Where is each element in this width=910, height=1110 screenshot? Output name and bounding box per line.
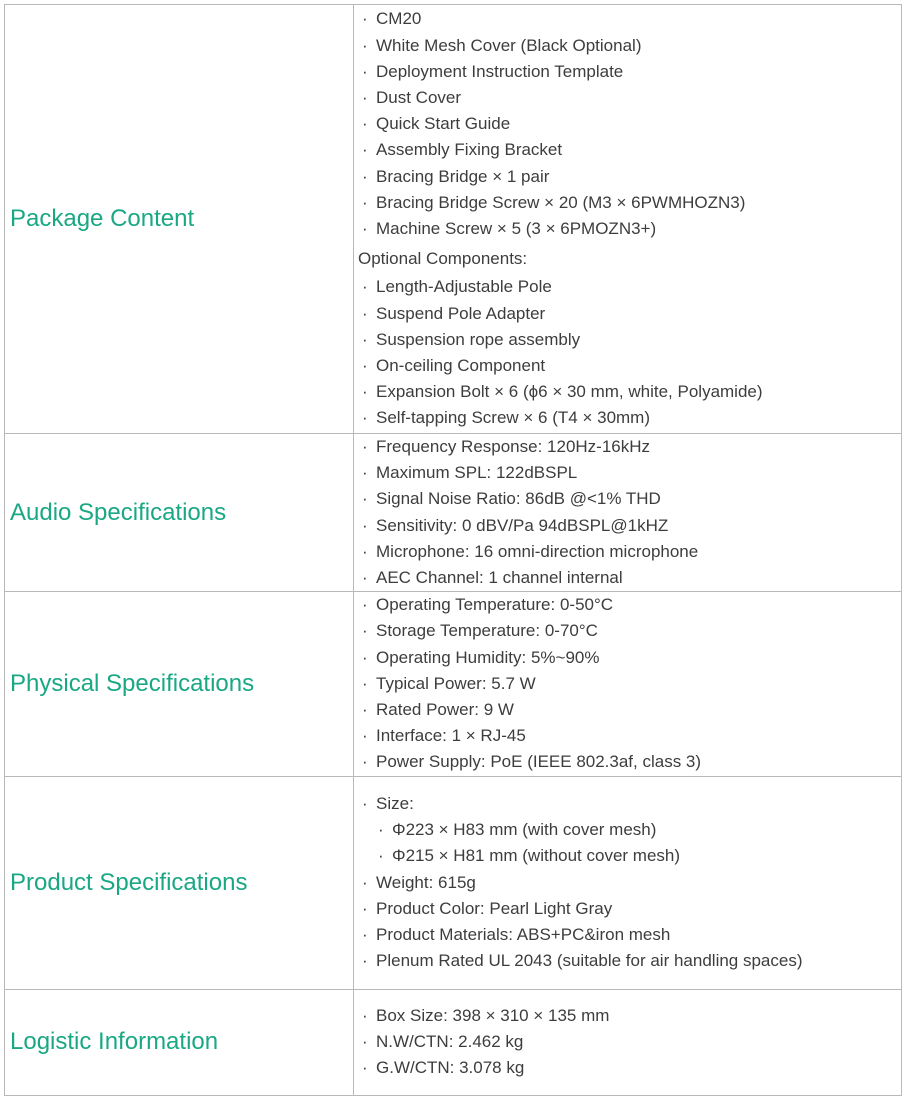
section-title-physical: Physical Specifications [5, 592, 354, 776]
row-product-specifications [5, 776, 902, 989]
list-item: · Length-Adjustable Pole [362, 277, 552, 297]
audio-items-cell [354, 434, 902, 592]
list-item: · N.W/CTN: 2.462 kg [362, 1032, 524, 1052]
row-audio-specifications [5, 434, 902, 592]
list-item: · Operating Temperature: 0-50°C [362, 595, 614, 615]
list-item: · Microphone: 16 omni-direction microphone [362, 541, 699, 561]
row-physical-specifications [5, 592, 902, 776]
list-item: · Interface: 1 × RJ-45 [362, 726, 526, 746]
list-item: · Typical Power: 5.7 W [362, 673, 536, 693]
section-title-product: Product Specifications [5, 776, 354, 989]
section-title-audio: Audio Specifications [5, 434, 354, 592]
list-item: · Self-tapping Screw × 6 (T4 × 30mm) [362, 408, 651, 428]
list-item: · Assembly Fixing Bracket [362, 140, 563, 160]
list-item: · Power Supply: PoE (IEEE 802.3af, class 3) [362, 752, 702, 772]
sub-list-item: · Φ223 × H83 mm (with cover mesh) [378, 820, 657, 840]
list-item: · AEC Channel: 1 channel internal [362, 568, 623, 588]
list-item: · Deployment Instruction Template [362, 61, 624, 81]
list-item: · Product Materials: ABS+PC&iron mesh [362, 924, 671, 944]
row-logistic-information [5, 989, 902, 1095]
list-item: · Plenum Rated UL 2043 (suitable for air handling spaces) [362, 951, 803, 971]
row-package-content [5, 5, 902, 434]
list-item: · White Mesh Cover (Black Optional) [362, 35, 642, 55]
sub-list-item: · Φ215 × H81 mm (without cover mesh) [378, 846, 681, 866]
list-item: · Rated Power: 9 W [362, 700, 514, 720]
list-item: · Suspension rope assembly [362, 329, 581, 349]
list-item: · Storage Temperature: 0-70°C [362, 621, 598, 641]
spec-table [4, 4, 902, 1096]
list-item: · Machine Screw × 5 (3 × 6PMOZN3+) [362, 219, 657, 239]
list-item: · Box Size: 398 × 310 × 135 mm [362, 1005, 610, 1025]
list-item: · Maximum SPL: 122dBSPL [362, 463, 578, 483]
list-item: · Frequency Response: 120Hz-16kHz [362, 437, 651, 456]
list-item: · Expansion Bolt × 6 (ϕ6 × 30 mm, white, Polyamide) [362, 382, 763, 402]
list-item: · G.W/CTN: 3.078 kg [362, 1058, 525, 1078]
list-item: · Product Color: Pearl Light Gray [362, 898, 613, 918]
list-item: · Bracing Bridge × 1 pair [362, 166, 550, 186]
list-item: · Quick Start Guide [362, 114, 511, 134]
section-title-logistic: Logistic Information [5, 989, 354, 1095]
section-title-package: Package Content [5, 5, 354, 434]
product-items-cell [354, 776, 902, 989]
list-item: · On-ceiling Component [362, 355, 546, 375]
package-items-cell [354, 5, 902, 434]
physical-items-cell [354, 592, 902, 776]
list-item: · Dust Cover [362, 88, 462, 108]
list-item: · Size: [362, 793, 414, 813]
list-item: · Weight: 615g [362, 872, 476, 892]
optional-components-heading: Optional Components: [358, 249, 528, 269]
list-item: · Operating Humidity: 5%~90% [362, 647, 600, 667]
logistic-items-cell [354, 989, 902, 1095]
list-item: · Sensitivity: 0 dBV/Pa 94dBSPL@1kHZ [362, 515, 669, 535]
list-item: · Bracing Bridge Screw × 20 (M3 × 6PWMHOZN3) [362, 192, 746, 212]
list-item: · Signal Noise Ratio: 86dB @<1% THD [362, 489, 661, 509]
list-item: · CM20 [362, 9, 422, 29]
list-item: · Suspend Pole Adapter [362, 303, 546, 323]
